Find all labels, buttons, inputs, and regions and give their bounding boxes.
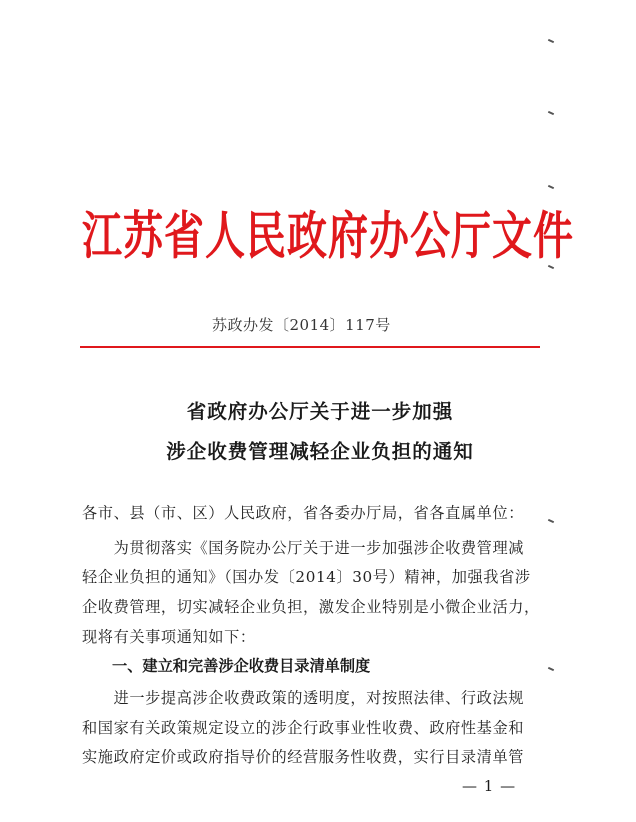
notice-title-line2: 涉企收费管理减轻企业负担的通知 (166, 440, 474, 463)
body-line: 轻企业负担的通知》（国办发〔2014〕30号）精神，加强我省涉 (82, 568, 531, 586)
section-heading: 一、建立和完善涉企收费目录清单制度 (112, 657, 371, 675)
body-line: 企收费管理，切实减轻企业负担，激发企业特别是小微企业活力， (82, 598, 540, 616)
body-line: 为贯彻落实《国务院办公厅关于进一步加强涉企收费管理减 (82, 539, 525, 557)
page-number: — 1 — (462, 777, 517, 795)
scan-mark (548, 185, 554, 189)
body-line: 进一步提高涉企收费政策的透明度，对按照法律、行政法规 (82, 689, 525, 707)
scan-mark (548, 111, 554, 115)
addressee-line: 各市、县（市、区）人民政府，省各委办厅局，省各直属单位： (82, 504, 525, 522)
scan-mark (548, 667, 554, 671)
body-line: 实施政府定价或政府指导价的经营服务性收费，实行目录清单管 (82, 748, 525, 766)
notice-title-line1: 省政府办公厅关于进一步加强 (186, 400, 454, 423)
header-divider-line (80, 346, 540, 348)
scan-mark (548, 39, 554, 43)
body-line: 和国家有关政策规定设立的涉企行政事业性收费、政府性基金和 (82, 719, 525, 737)
body-line: 现将有关事项通知如下： (82, 628, 256, 646)
document-header-title: 江苏省人民政府办公厅文件 (82, 207, 574, 267)
document-number: 苏政办发〔2014〕117号 (212, 316, 391, 334)
